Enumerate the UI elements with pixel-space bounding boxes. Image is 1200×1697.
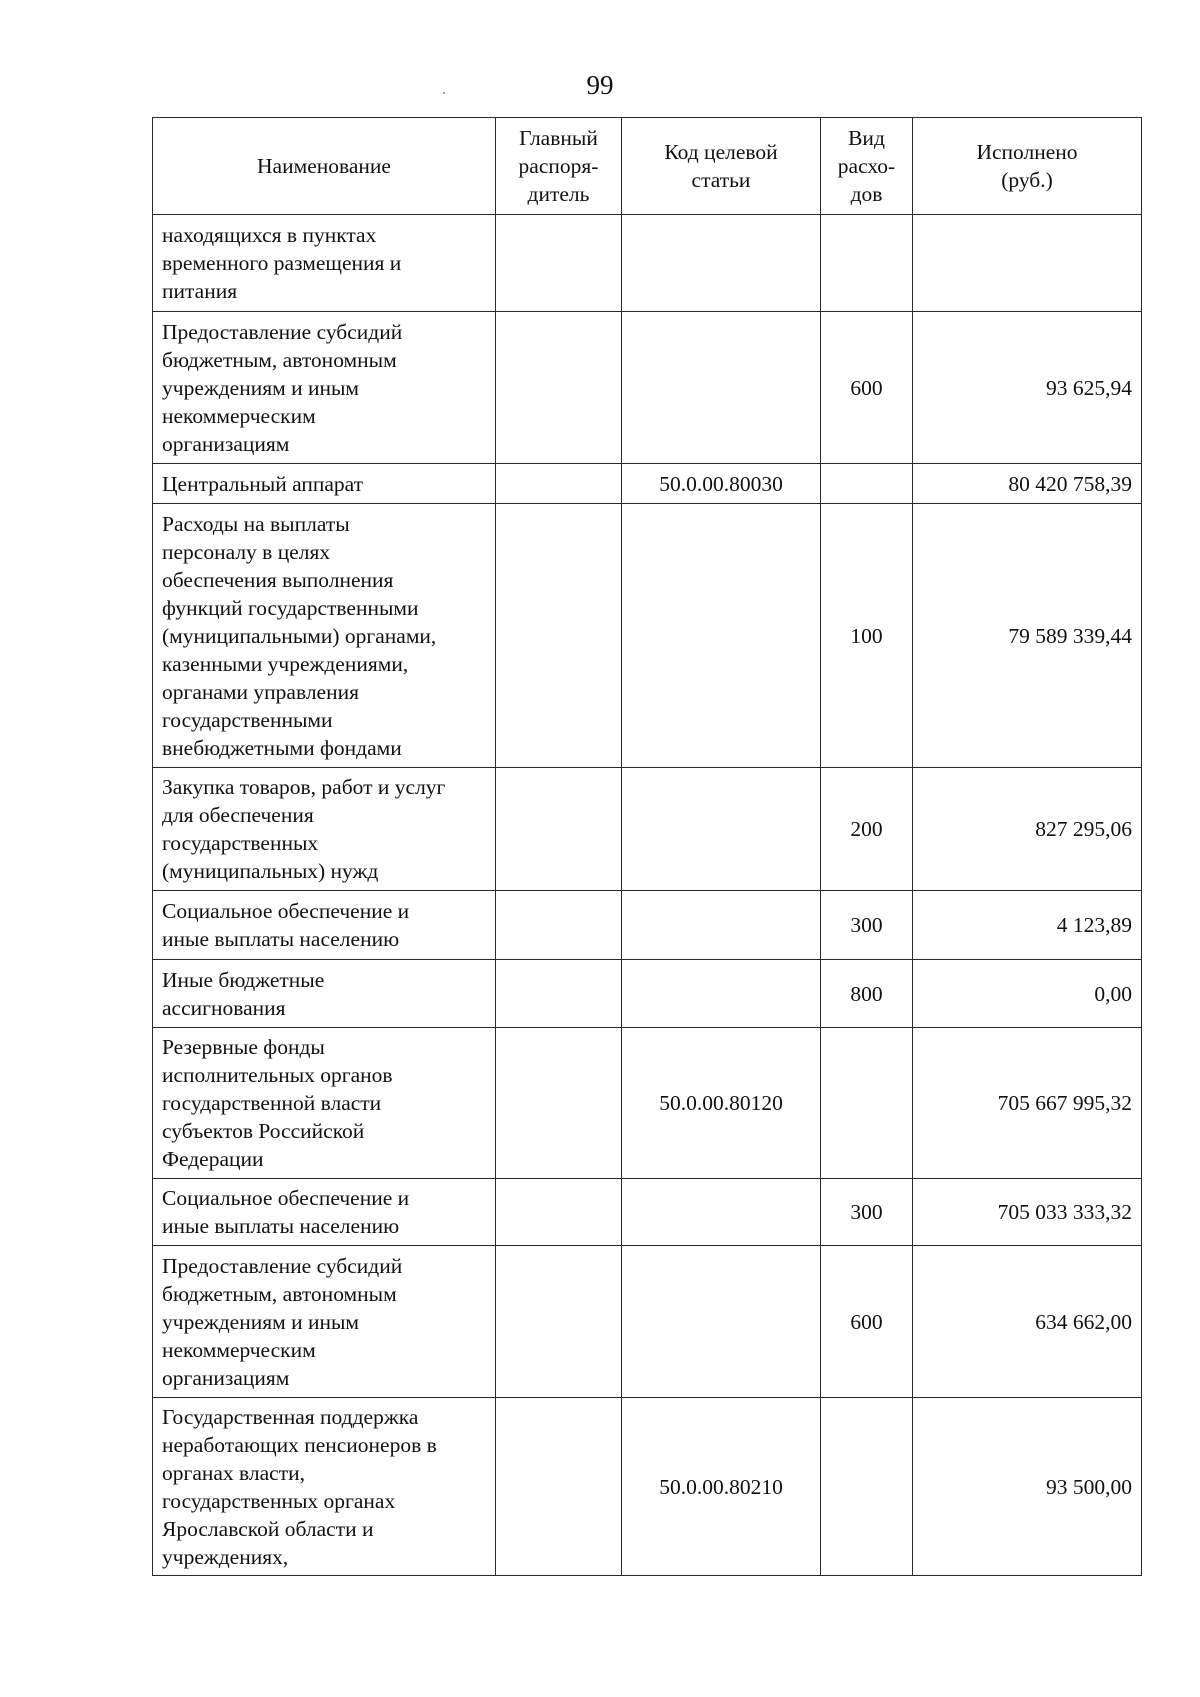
row-name bbox=[153, 1028, 496, 1179]
row-kod: 50.0.00.80030 bbox=[622, 464, 821, 504]
row-name-line: находящихся в пунктах bbox=[162, 223, 377, 247]
row-name-line: учреждениям и иным bbox=[162, 375, 360, 400]
header-vid-line: расхо- bbox=[837, 154, 896, 178]
row-kod bbox=[622, 768, 821, 891]
row-name-line: Закупка товаров, работ и услуг bbox=[162, 775, 446, 799]
row-name-line: учреждениям и иным bbox=[162, 1309, 360, 1334]
row-glavny bbox=[496, 891, 622, 960]
row-name-line: казенными учреждениями, bbox=[162, 651, 409, 676]
row-name bbox=[153, 464, 496, 504]
table-row bbox=[153, 891, 1142, 960]
row-name-line: организациям bbox=[162, 1365, 290, 1390]
row-name-line: организациям bbox=[162, 431, 290, 456]
table-row bbox=[153, 215, 1142, 312]
header-glavny-line: распоря- bbox=[518, 154, 599, 178]
row-vid: 100 bbox=[821, 504, 913, 768]
row-name-line: Расходы на выплаты bbox=[162, 511, 350, 536]
row-vid bbox=[821, 1028, 913, 1179]
header-vid-rashodov bbox=[821, 118, 913, 215]
table-row bbox=[153, 312, 1142, 464]
row-name bbox=[153, 504, 496, 768]
row-name-line: органах власти, bbox=[162, 1460, 305, 1485]
header-vid-line: Вид bbox=[848, 126, 885, 150]
row-ispolneno: 705 667 995,32 bbox=[913, 1028, 1142, 1179]
row-kod: 50.0.00.80210 bbox=[622, 1398, 821, 1576]
row-name-line: органами управления bbox=[162, 679, 359, 704]
row-ispolneno: 79 589 339,44 bbox=[913, 504, 1142, 768]
table-row bbox=[153, 504, 1142, 768]
row-ispolneno: 80 420 758,39 bbox=[913, 464, 1142, 504]
row-name-line: некоммерческим bbox=[162, 403, 316, 428]
row-vid bbox=[821, 215, 913, 312]
table-row bbox=[153, 1028, 1142, 1179]
row-vid: 800 bbox=[821, 960, 913, 1028]
row-name-line: Федерации bbox=[162, 1147, 264, 1171]
row-name-line: Ярославской области и bbox=[162, 1516, 374, 1541]
row-name-line: государственной власти bbox=[162, 1091, 382, 1115]
row-glavny bbox=[496, 215, 622, 312]
row-name bbox=[153, 960, 496, 1028]
row-name-line: субъектов Российской bbox=[162, 1119, 365, 1143]
budget-table bbox=[152, 117, 1142, 1576]
header-kod-tselevoy-stati bbox=[622, 118, 821, 215]
row-ispolneno bbox=[913, 215, 1142, 312]
row-name bbox=[153, 215, 496, 312]
row-kod: 50.0.00.80120 bbox=[622, 1028, 821, 1179]
row-name bbox=[153, 1246, 496, 1398]
row-name-line: бюджетным, автономным bbox=[162, 1281, 397, 1306]
row-kod bbox=[622, 312, 821, 464]
row-name-line: Предоставление субсидий bbox=[162, 319, 403, 344]
row-glavny bbox=[496, 1179, 622, 1246]
row-ispolneno: 634 662,00 bbox=[913, 1246, 1142, 1398]
row-vid bbox=[821, 1398, 913, 1576]
row-glavny bbox=[496, 1028, 622, 1179]
row-vid: 300 bbox=[821, 891, 913, 960]
row-name bbox=[153, 891, 496, 960]
row-kod bbox=[622, 1179, 821, 1246]
row-kod bbox=[622, 215, 821, 312]
table-row bbox=[153, 768, 1142, 891]
header-ispolneno-line: (руб.) bbox=[1001, 168, 1053, 192]
row-kod bbox=[622, 960, 821, 1028]
table-row bbox=[153, 960, 1142, 1028]
header-glavny-line: дитель bbox=[527, 182, 590, 206]
row-name-line: государственных bbox=[162, 831, 319, 855]
header-ispolneno bbox=[913, 118, 1142, 215]
header-vid-line: дов bbox=[850, 182, 883, 206]
header-ispolneno-line: Исполнено bbox=[976, 140, 1078, 164]
row-name-line: иные выплаты населению bbox=[162, 1214, 400, 1238]
row-name-line: исполнительных органов bbox=[162, 1063, 393, 1087]
page-number: 99 bbox=[586, 70, 614, 100]
row-name-line: Государственная поддержка bbox=[162, 1404, 419, 1429]
header-glavny-rasporyaditel bbox=[496, 118, 622, 215]
row-name-line: Резервные фонды bbox=[162, 1035, 325, 1059]
row-name bbox=[153, 1398, 496, 1576]
row-name-line: государственными bbox=[162, 707, 333, 732]
row-glavny bbox=[496, 504, 622, 768]
row-kod bbox=[622, 1246, 821, 1398]
row-ispolneno: 93 500,00 bbox=[913, 1398, 1142, 1576]
table-row bbox=[153, 1246, 1142, 1398]
row-name-line: функций государственными bbox=[162, 595, 419, 620]
row-name-line: иные выплаты населению bbox=[162, 927, 400, 951]
row-name bbox=[153, 768, 496, 891]
row-name-line: Иные бюджетные bbox=[162, 967, 325, 992]
row-vid: 600 bbox=[821, 312, 913, 464]
row-glavny bbox=[496, 960, 622, 1028]
row-glavny bbox=[496, 464, 622, 504]
table-row bbox=[153, 1398, 1142, 1576]
row-ispolneno: 0,00 bbox=[913, 960, 1142, 1028]
row-name-line: государственных органах bbox=[162, 1488, 396, 1513]
row-vid: 300 bbox=[821, 1179, 913, 1246]
row-vid bbox=[821, 464, 913, 504]
header-name bbox=[153, 118, 496, 215]
row-name-line: (муниципальными) органами, bbox=[162, 623, 437, 648]
row-name-line: для обеспечения bbox=[162, 803, 314, 827]
row-vid: 200 bbox=[821, 768, 913, 891]
row-name-line: питания bbox=[162, 279, 238, 303]
row-glavny bbox=[496, 312, 622, 464]
header-name-text: Наименование bbox=[257, 154, 391, 178]
row-ispolneno: 93 625,94 bbox=[913, 312, 1142, 464]
row-glavny bbox=[496, 1246, 622, 1398]
header-glavny-line: Главный bbox=[519, 126, 598, 150]
row-name-line: Центральный аппарат bbox=[162, 471, 364, 496]
row-name-line: внебюджетными фондами bbox=[162, 735, 402, 760]
table-row bbox=[153, 464, 1142, 504]
row-name-line: Социальное обеспечение и bbox=[162, 1186, 410, 1210]
table-header-row bbox=[153, 118, 1142, 215]
row-glavny bbox=[496, 1398, 622, 1576]
row-name-line: ассигнования bbox=[162, 995, 286, 1020]
row-name-line: неработающих пенсионеров в bbox=[162, 1432, 437, 1457]
row-vid: 600 bbox=[821, 1246, 913, 1398]
row-name-line: Предоставление субсидий bbox=[162, 1253, 403, 1278]
row-name-line: обеспечения выполнения bbox=[162, 567, 394, 592]
row-name-line: бюджетным, автономным bbox=[162, 347, 397, 372]
row-kod bbox=[622, 504, 821, 768]
row-ispolneno: 4 123,89 bbox=[913, 891, 1142, 960]
header-kod-line: статьи bbox=[691, 168, 751, 192]
row-name bbox=[153, 312, 496, 464]
row-name bbox=[153, 1179, 496, 1246]
row-name-line: некоммерческим bbox=[162, 1337, 316, 1362]
row-kod bbox=[622, 891, 821, 960]
row-ispolneno: 705 033 333,32 bbox=[913, 1179, 1142, 1246]
table-row bbox=[153, 1179, 1142, 1246]
row-name-line: персоналу в целях bbox=[162, 539, 331, 564]
scan-speck bbox=[443, 92, 445, 94]
row-glavny bbox=[496, 768, 622, 891]
row-name-line: Социальное обеспечение и bbox=[162, 899, 410, 923]
header-kod-line: Код целевой bbox=[664, 140, 778, 164]
row-ispolneno: 827 295,06 bbox=[913, 768, 1142, 891]
row-name-line: учреждениях, bbox=[162, 1544, 289, 1569]
row-name-line: временного размещения и bbox=[162, 251, 402, 275]
row-name-line: (муниципальных) нужд bbox=[162, 859, 379, 883]
